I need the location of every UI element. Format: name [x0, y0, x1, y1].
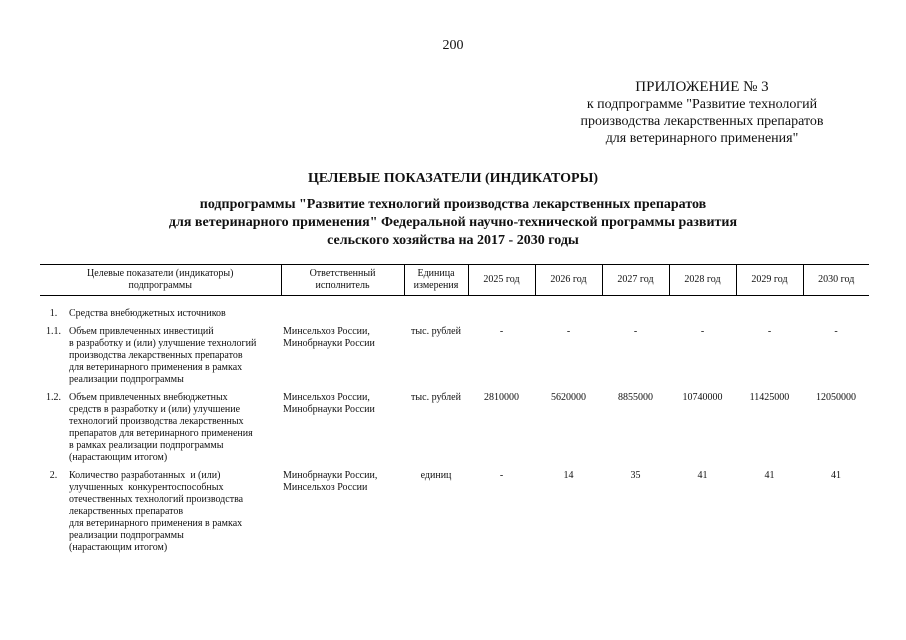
value-2030: 12050000 — [816, 392, 856, 403]
header-year-2027: 2027 год — [602, 265, 669, 296]
indicator-line: (нарастающим итогом) — [69, 542, 168, 553]
row-indicator — [67, 470, 281, 554]
subtitle-line-1: подпрограммы "Развитие технологий производства лекарственных препаратов — [199, 197, 707, 212]
indicator-line: Объем привлеченных инвестиций — [69, 326, 214, 337]
indicator-line: Объем привлеченных внебюджетных — [69, 392, 228, 403]
row-responsible — [281, 470, 404, 554]
table-row — [40, 392, 869, 464]
table-header-row — [40, 265, 869, 296]
value-2027: 8855000 — [618, 392, 653, 403]
value-2029: - — [767, 326, 772, 337]
indicator-line: технологий производства лекарственных — [69, 416, 244, 427]
indicator-line: реализации подпрограммы — [69, 530, 184, 541]
row-indicator — [67, 326, 281, 386]
indicator-line: Количество разработанных и (или) — [69, 470, 221, 481]
row-responsible — [281, 392, 404, 464]
value-2028: - — [700, 326, 705, 337]
document-subtitle — [100, 196, 806, 250]
value-2029: 41 — [764, 470, 775, 481]
responsible-line: Минсельхоз России — [283, 482, 368, 493]
appendix-line-4: для ветеринарного применения" — [605, 131, 799, 146]
responsible-line: Минобрнауки России — [283, 404, 375, 415]
header-responsible-line-2: исполнитель — [315, 280, 370, 291]
subtitle-line-2: для ветеринарного применения" Федеральной научно-технической программы развития — [168, 215, 738, 230]
value-2030: - — [834, 326, 838, 337]
appendix-header — [552, 79, 852, 147]
section-number: 1. — [49, 308, 58, 319]
header-unit-line-1: Единица — [417, 268, 455, 279]
appendix-line-3: производства лекарственных препаратов — [580, 114, 824, 129]
row-number: 1.1. — [46, 326, 61, 337]
header-year-2026: 2026 год — [535, 265, 602, 296]
header-unit — [404, 265, 468, 296]
header-year-2030: 2030 год — [803, 265, 869, 296]
table-row — [40, 326, 869, 386]
indicator-line: отечественных технологий производства — [69, 494, 244, 505]
value-2025: - — [499, 470, 504, 481]
value-2027: - — [633, 326, 638, 337]
indicator-line: в разработку и (или) улучшение технологий — [69, 338, 257, 349]
row-number: 1.2. — [46, 392, 61, 403]
value-2028: 10740000 — [682, 392, 723, 403]
table-row — [40, 470, 869, 554]
indicator-line: лекарственных препаратов — [69, 506, 184, 517]
row-unit: тыс. рублей — [411, 392, 461, 403]
indicator-line: в рамках реализации подпрограммы — [69, 440, 224, 451]
responsible-line: Минобрнауки России — [283, 338, 375, 349]
indicators-table — [40, 264, 869, 554]
value-2027: 35 — [630, 470, 641, 481]
indicator-line: улучшенных конкурентоспособных — [69, 482, 224, 493]
row-unit: единиц — [420, 470, 452, 481]
indicator-line: препаратов для ветеринарного применения — [69, 428, 253, 439]
appendix-line-1: ПРИЛОЖЕНИЕ № 3 — [635, 79, 769, 95]
value-2026: - — [566, 326, 571, 337]
value-2025: 2810000 — [484, 392, 519, 403]
header-indicator-line-1: Целевые показатели (индикаторы) — [87, 268, 234, 279]
value-2028: 41 — [697, 470, 708, 481]
header-year-2028: 2028 год — [669, 265, 736, 296]
row-number: 2. — [49, 470, 58, 481]
header-unit-line-2: измерения — [413, 280, 459, 291]
responsible-line: Минсельхоз России, — [283, 326, 370, 337]
row-unit: тыс. рублей — [411, 326, 461, 337]
indicator-line: (нарастающим итогом) — [69, 452, 168, 463]
page-number: 200 — [442, 38, 464, 53]
indicator-line: реализации подпрограммы — [69, 374, 184, 385]
value-2026: 5620000 — [551, 392, 586, 403]
header-responsible — [281, 265, 404, 296]
indicator-line: средств в разработку и (или) улучшение — [69, 404, 241, 415]
section-name: Средства внебюджетных источников — [69, 308, 226, 319]
indicator-line: для ветеринарного применения в рамках — [69, 362, 243, 373]
header-year-2025: 2025 год — [468, 265, 535, 296]
value-2025: - — [499, 326, 504, 337]
header-indicator — [40, 265, 281, 296]
header-responsible-line-1: Ответственный — [309, 268, 376, 279]
header-year-2029: 2029 год — [736, 265, 803, 296]
value-2030: 41 — [831, 470, 841, 481]
value-2026: 14 — [563, 470, 574, 481]
appendix-line-2: к подпрограмме "Развитие технологий — [586, 97, 818, 112]
table-section-row — [40, 308, 869, 320]
row-indicator — [67, 392, 281, 464]
subtitle-line-3: сельского хозяйства на 2017 - 2030 годы — [327, 233, 579, 248]
indicator-line: для ветеринарного применения в рамках — [69, 518, 243, 529]
row-responsible — [281, 326, 404, 386]
responsible-line: Минобрнауки России, — [283, 470, 378, 481]
header-indicator-line-2: подпрограммы — [128, 280, 192, 291]
indicator-line: производства лекарственных препаратов — [69, 350, 243, 361]
document-title: ЦЕЛЕВЫЕ ПОКАЗАТЕЛИ (ИНДИКАТОРЫ) — [307, 171, 598, 186]
value-2029: 11425000 — [749, 392, 790, 403]
responsible-line: Минсельхоз России, — [283, 392, 370, 403]
